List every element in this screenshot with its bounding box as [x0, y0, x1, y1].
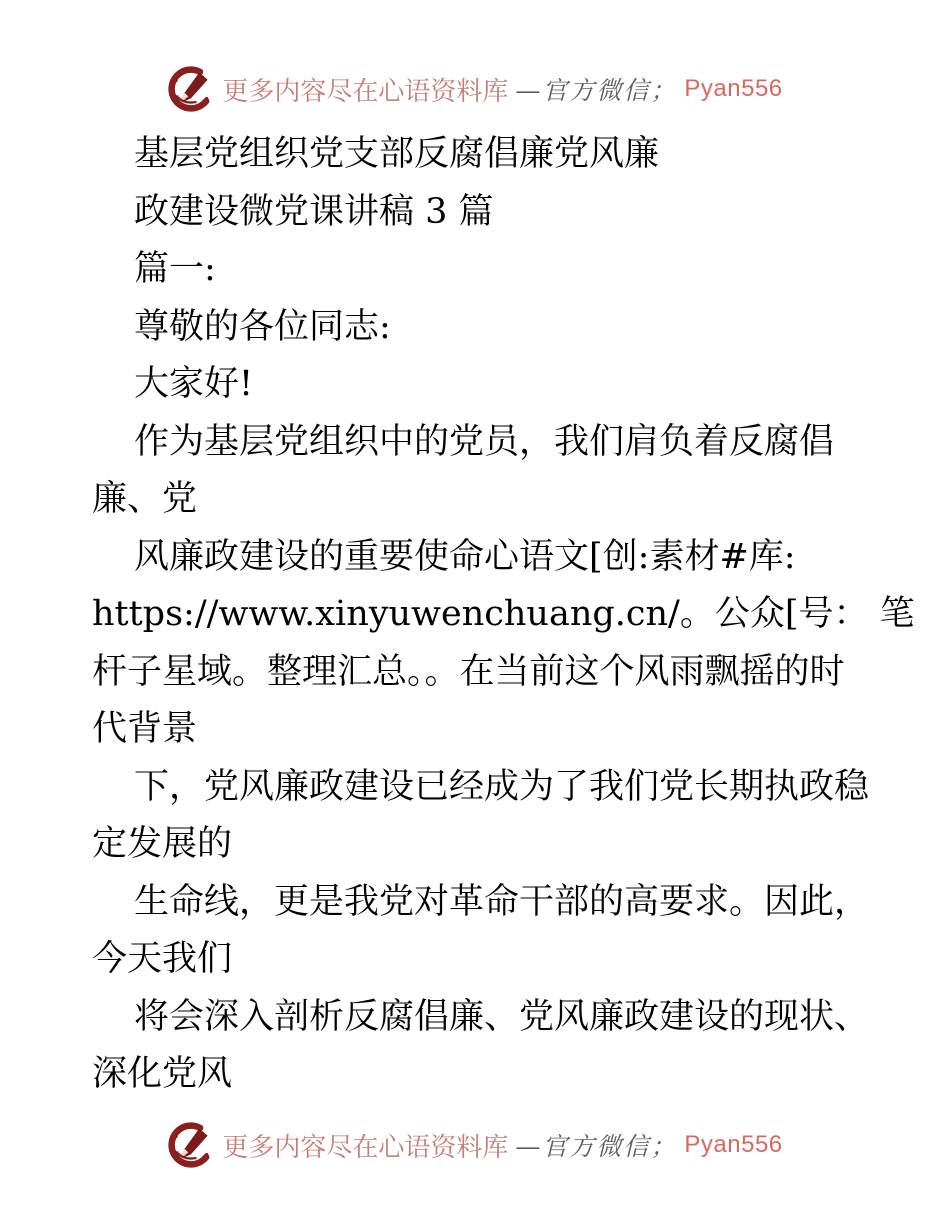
text-line: 生命线，更是我党对革命干部的高要求。因此， [134, 881, 870, 922]
text-line: 基层党组织党支部反腐倡廉党风廉 [134, 134, 660, 174]
banner-slogan: 更多内容尽在心语资料库 [222, 76, 509, 107]
text-line: 政建设微党课讲稿 3 篇 [134, 191, 494, 232]
banner-top [0, 58, 950, 120]
text-line: 廉、党 [92, 479, 198, 519]
text-line: 篇一: [134, 249, 216, 289]
banner-bottom [0, 1114, 950, 1176]
pen-logo-icon [167, 63, 215, 115]
text-line: 今天我们 [92, 939, 233, 979]
banner-wechat-label: —官方微信； [515, 76, 678, 105]
text-line: 杆子星域。整理汇总。。在当前这个风雨飘摇的时 [92, 651, 845, 692]
text-line: https://www.xinyuwenchuang.cn/。公众[号： 笔 [92, 594, 915, 634]
document-body [92, 126, 915, 1104]
text-line: 大家好! [134, 364, 254, 404]
text-line: 风廉政建设的重要使命心语文[创:素材#库: [134, 536, 796, 577]
banner-wechat-id: Pyan556 [684, 75, 783, 102]
text-line: 将会深入剖析反腐倡廉、党风廉政建设的现状、 [134, 996, 870, 1037]
text-line: 定发展的 [92, 824, 233, 864]
text-line: 尊敬的各位同志: [134, 306, 391, 347]
text-line: 深化党风 [92, 1054, 233, 1094]
banner-wechat-id: Pyan556 [684, 1131, 783, 1158]
banner-wechat-label: —官方微信； [515, 1132, 678, 1161]
pen-logo-icon [167, 1119, 215, 1171]
text-line: 作为基层党组织中的党员，我们肩负着反腐倡 [134, 421, 835, 462]
text-line: 代背景 [92, 709, 198, 749]
banner-slogan: 更多内容尽在心语资料库 [222, 1132, 509, 1163]
text-line: 下，党风廉政建设已经成为了我们党长期执政稳 [134, 766, 870, 807]
